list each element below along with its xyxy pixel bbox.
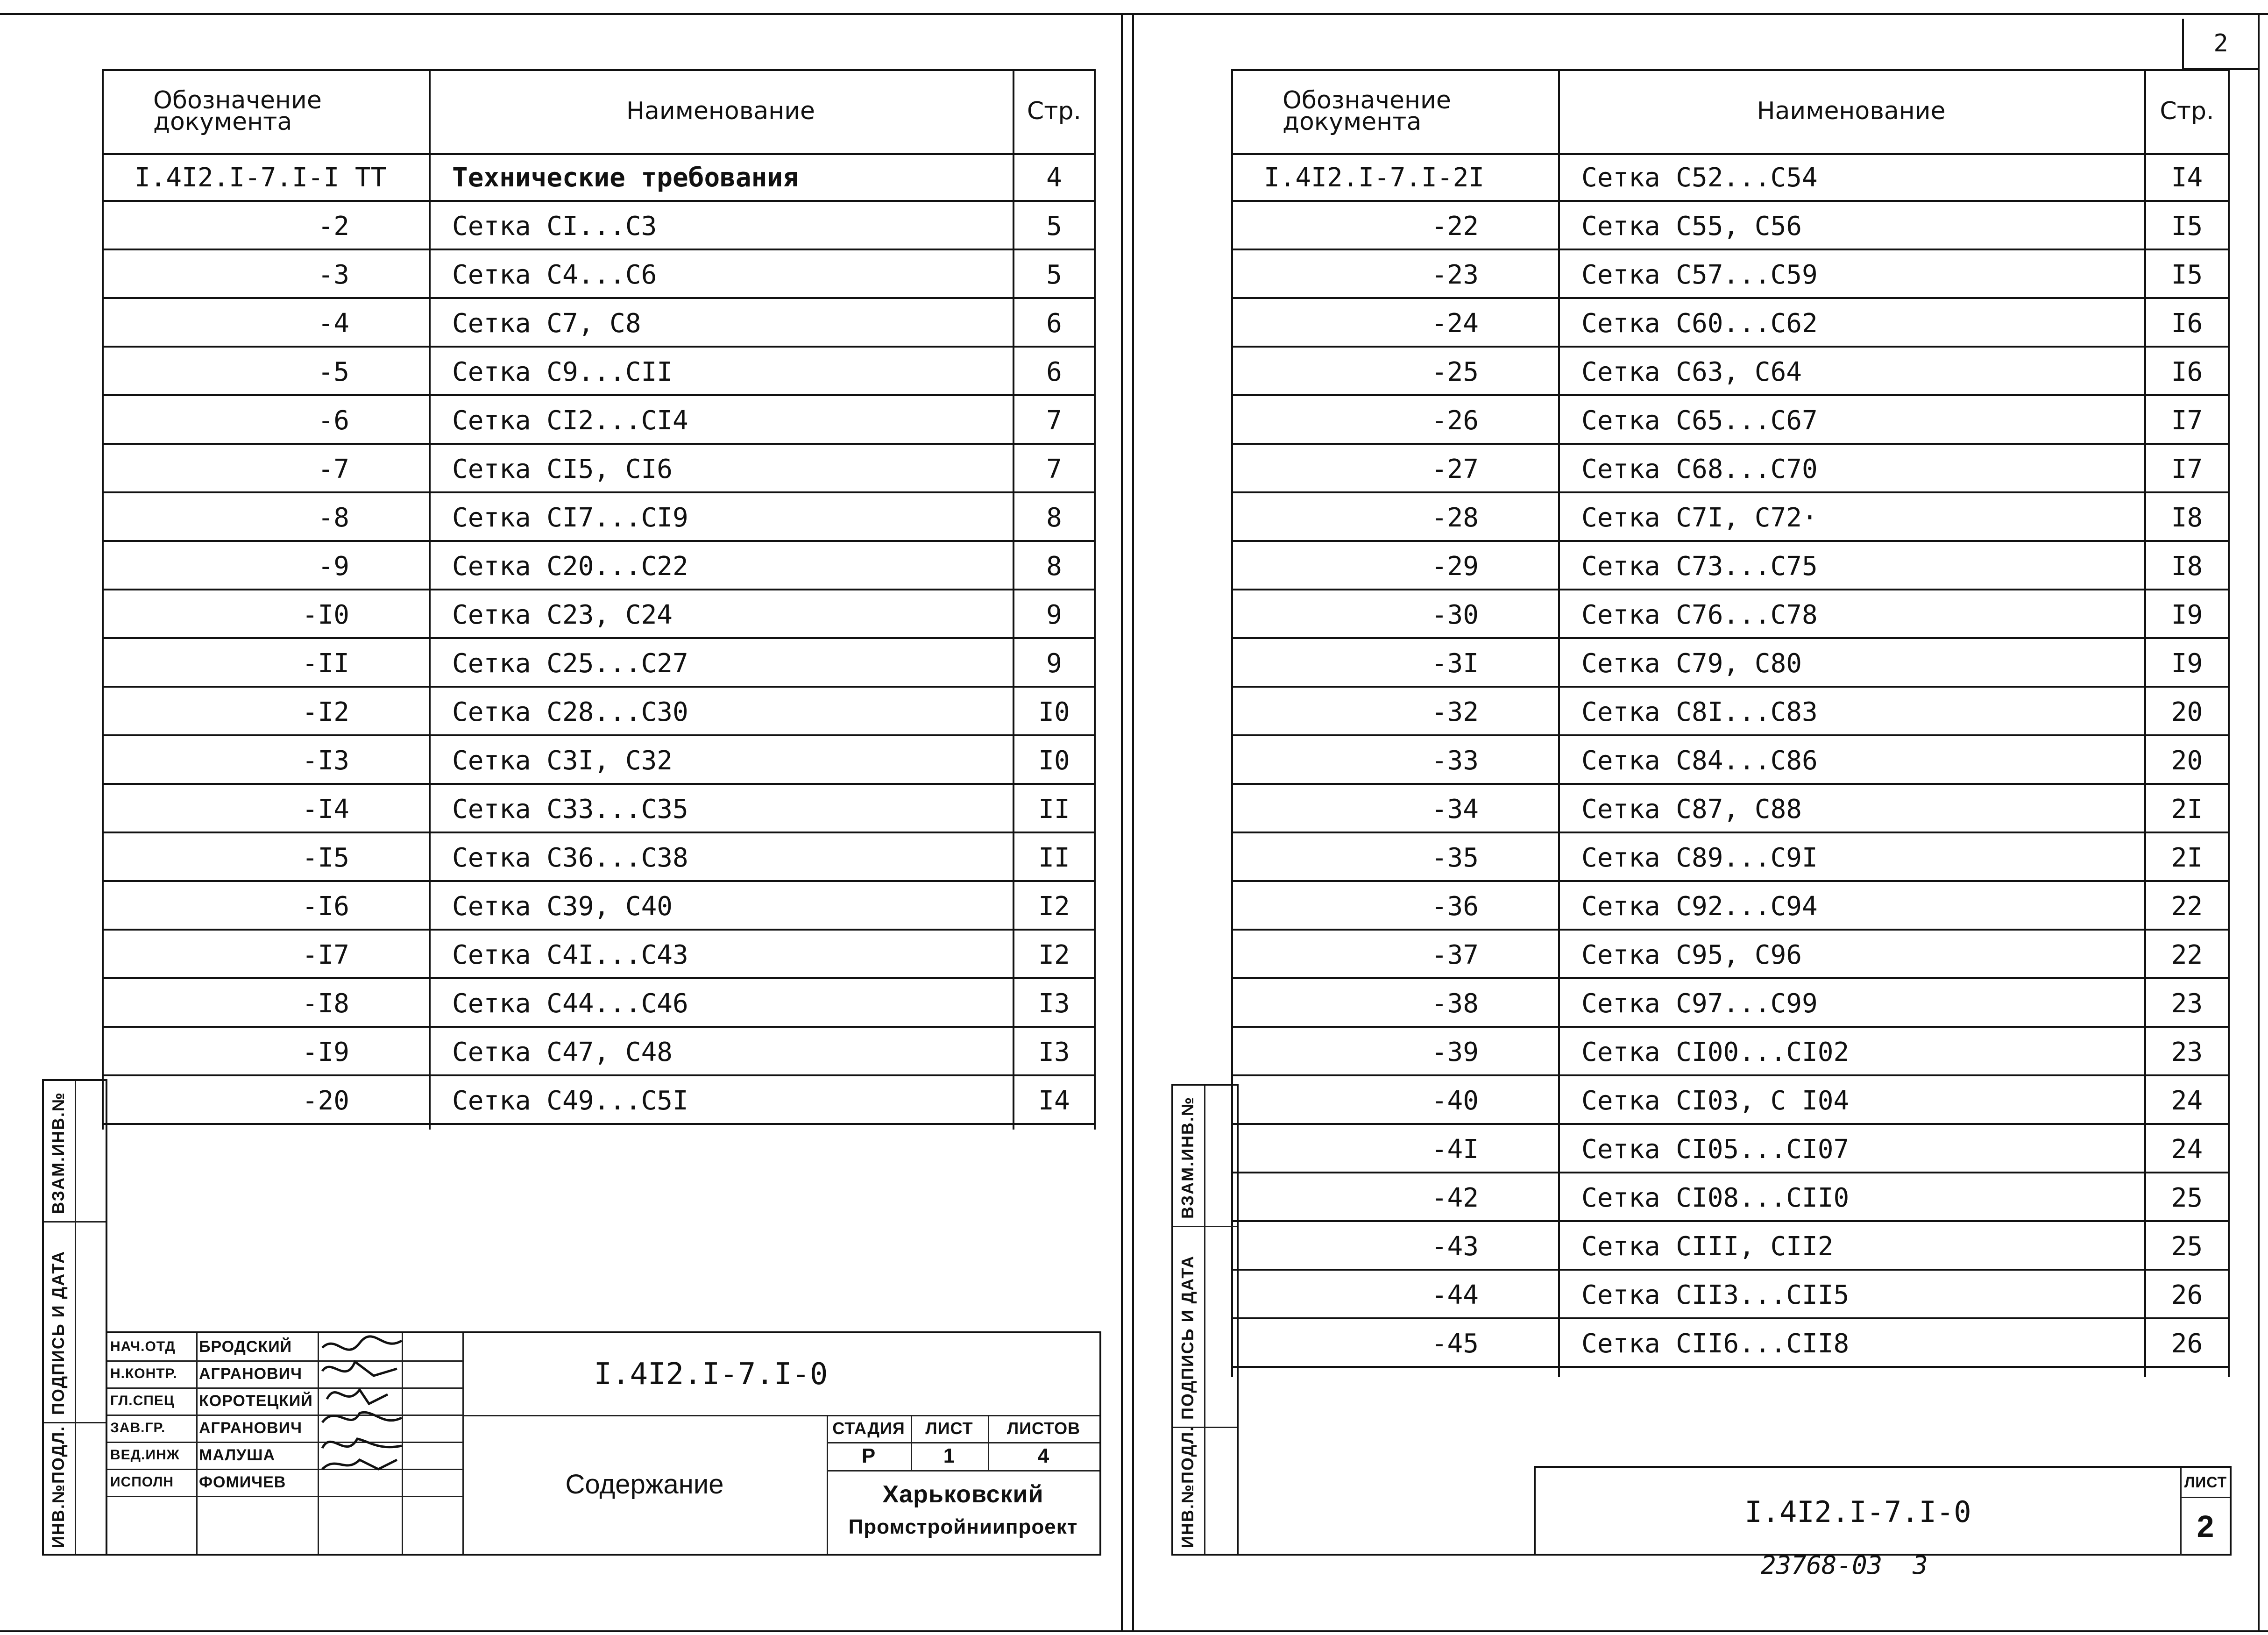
- table-row: [1231, 299, 2230, 348]
- table-row: [102, 882, 1096, 931]
- row-designation: -2: [318, 211, 349, 242]
- row-name: Сетка CI7...CI9: [452, 502, 688, 533]
- header-designation: Обозначение документа: [1283, 86, 1451, 136]
- row-designation: -27: [1431, 454, 1479, 484]
- row-designation: -22: [1431, 211, 1479, 242]
- table-row: [1231, 202, 2230, 250]
- row-page: 25: [2171, 1231, 2203, 1262]
- person-name: ФОМИЧЕВ: [199, 1473, 286, 1491]
- row-name: Сетка C92...C94: [1581, 891, 1818, 922]
- side-label-signature: ПОДПИСЬ И ДАТА: [1178, 1255, 1197, 1420]
- row-page: I4: [1038, 1085, 1070, 1116]
- row-name: Сетка C47, C48: [452, 1037, 673, 1067]
- row-designation: -42: [1431, 1182, 1479, 1213]
- row-page: 5: [1046, 211, 1062, 242]
- table-row: [1231, 688, 2230, 736]
- row-name: Сетка C20...C22: [452, 551, 688, 582]
- row-designation: -44: [1431, 1280, 1479, 1310]
- row-name: Сетка C4...C6: [452, 259, 657, 290]
- row-name: Сетка C23, C24: [452, 599, 673, 630]
- row-designation: -I0: [302, 599, 349, 630]
- row-page: 7: [1046, 405, 1062, 436]
- table-row: [102, 493, 1096, 542]
- org-line-2: Промстройниипроект: [848, 1515, 1078, 1538]
- table-row: [1231, 1173, 2230, 1222]
- row-designation: -I6: [302, 891, 349, 922]
- table-row: [1231, 542, 2230, 590]
- right-title-block: [1534, 1466, 2232, 1556]
- row-page: I2: [1038, 939, 1070, 970]
- table-row: [1231, 590, 2230, 639]
- footer-archive-number: 23768-03 3: [1761, 1550, 1928, 1580]
- table-row: [1231, 785, 2230, 833]
- right-edge: [2258, 13, 2260, 1630]
- table-row: [102, 979, 1096, 1028]
- header-page: Стр.: [1027, 97, 1082, 125]
- side-stamp-sep-1: [1173, 1226, 1237, 1227]
- row-page: I0: [1038, 745, 1070, 776]
- role-label: ГЛ.СПЕЦ: [110, 1393, 175, 1408]
- signatures: [318, 1334, 411, 1474]
- row-designation: -I7: [302, 939, 349, 970]
- side-label-signature: ПОДПИСЬ И ДАТА: [49, 1250, 68, 1415]
- right-document-code: I.4I2.I-7.I-0: [1744, 1494, 1971, 1529]
- table-row: [102, 736, 1096, 785]
- table-row: [1231, 1125, 2230, 1173]
- row-designation: -7: [318, 454, 349, 484]
- row-page: 9: [1046, 648, 1062, 679]
- row-name: Сетка C76...C78: [1581, 599, 1818, 630]
- row-name: Сетка C63, C64: [1581, 356, 1802, 387]
- row-name: Сетка C79, C80: [1581, 648, 1802, 679]
- table-row: [102, 299, 1096, 348]
- left-title-block: [107, 1331, 1101, 1556]
- row-name: Сетка C73...C75: [1581, 551, 1818, 582]
- row-name: Сетка C4I...C43: [452, 939, 688, 970]
- row-page: 24: [2171, 1134, 2203, 1165]
- table-row: [1231, 396, 2230, 445]
- right-sheet-label: ЛИСТ: [2184, 1473, 2227, 1491]
- side-label-replacement: ВЗАМ.ИНВ.№: [1178, 1096, 1197, 1219]
- row-page: I9: [2171, 648, 2203, 679]
- row-designation: -8: [318, 502, 349, 533]
- left-document-title: Содержание: [565, 1469, 724, 1500]
- table-row: [102, 1028, 1096, 1076]
- side-label-inventory: ИНВ.№ПОДЛ.: [1178, 1425, 1197, 1548]
- row-designation: -33: [1431, 745, 1479, 776]
- row-designation: -40: [1431, 1085, 1479, 1116]
- row-designation: -I5: [302, 842, 349, 873]
- row-page: I6: [2171, 308, 2203, 339]
- row-page: 9: [1046, 599, 1062, 630]
- row-name: Сетка CI03, C I04: [1581, 1085, 1850, 1116]
- row-page: 20: [2171, 745, 2203, 776]
- row-designation: -34: [1431, 794, 1479, 825]
- row-designation: -39: [1431, 1037, 1479, 1067]
- row-designation: -4I: [1431, 1134, 1479, 1165]
- row-designation: -37: [1431, 939, 1479, 970]
- role-label: ВЕД.ИНЖ: [110, 1447, 180, 1463]
- stage-value: Р: [861, 1444, 876, 1467]
- row-page: 26: [2171, 1328, 2203, 1359]
- stage-table-bottom: [827, 1470, 1099, 1472]
- row-name: Сетка C65...C67: [1581, 405, 1818, 436]
- table-row: [102, 785, 1096, 833]
- table-row: [1231, 639, 2230, 688]
- row-designation: -I8: [302, 988, 349, 1019]
- role-label: НАЧ.ОТД: [110, 1339, 176, 1354]
- table-row: [102, 250, 1096, 299]
- row-name: Сетка C28...C30: [452, 697, 688, 727]
- bottom-border: [0, 1630, 2268, 1632]
- row-name: Сетка C97...C99: [1581, 988, 1818, 1019]
- row-page: 20: [2171, 697, 2203, 727]
- table-row: [1231, 1222, 2230, 1271]
- row-designation: -30: [1431, 599, 1479, 630]
- row-designation: -9: [318, 551, 349, 582]
- row-name: Сетка CI08...CII0: [1581, 1182, 1850, 1213]
- table-row: [1231, 250, 2230, 299]
- row-name: Сетка CI2...CI4: [452, 405, 688, 436]
- sheet-divider-right: [1132, 13, 1134, 1630]
- row-designation: -I3: [302, 745, 349, 776]
- side-stamp-sep-1: [44, 1221, 106, 1223]
- header-designation: Обозначение документа: [153, 86, 322, 136]
- sheet-divider: [1121, 13, 1123, 1630]
- row-page: 4: [1046, 162, 1062, 193]
- row-designation: -3: [318, 259, 349, 290]
- side-stamp-sep-2: [44, 1422, 106, 1423]
- row-page: II: [1038, 794, 1070, 825]
- table-row: [102, 931, 1096, 979]
- table-row: [1231, 493, 2230, 542]
- row-designation: -24: [1431, 308, 1479, 339]
- person-name: АГРАНОВИЧ: [199, 1365, 302, 1383]
- row-designation: -4: [318, 308, 349, 339]
- row-page: I4: [2171, 162, 2203, 193]
- side-label-inventory: ИНВ.№ПОДЛ.: [49, 1425, 68, 1548]
- row-designation: -I4: [302, 794, 349, 825]
- row-name: Сетка C39, C40: [452, 891, 673, 922]
- row-name: Сетка C33...C35: [452, 794, 688, 825]
- row-name: Сетка C60...C62: [1581, 308, 1818, 339]
- row-name: Сетка C52...C54: [1581, 162, 1818, 193]
- row-name: Сетка C8I...C83: [1581, 697, 1818, 727]
- row-designation: -I9: [302, 1037, 349, 1067]
- row-page: 25: [2171, 1182, 2203, 1213]
- row-designation: I.4I2.I-7.I-I TT: [135, 162, 387, 193]
- row-designation: -36: [1431, 891, 1479, 922]
- row-page: 22: [2171, 891, 2203, 922]
- page-number: 2: [2213, 29, 2228, 57]
- row-page: I6: [2171, 356, 2203, 387]
- top-border: [0, 13, 2268, 15]
- row-page: I9: [2171, 599, 2203, 630]
- row-designation: -43: [1431, 1231, 1479, 1262]
- row-designation: I.4I2.I-7.I-2I: [1264, 162, 1485, 193]
- person-name: БРОДСКИЙ: [199, 1337, 292, 1356]
- table-row: [102, 590, 1096, 639]
- row-name: Сетка C36...C38: [452, 842, 688, 873]
- row-page: I5: [2171, 211, 2203, 242]
- table-row: [1231, 833, 2230, 882]
- right-side-stamp: [1171, 1084, 1239, 1556]
- row-page: 24: [2171, 1085, 2203, 1116]
- row-designation: -II: [302, 648, 349, 679]
- table-row: [1231, 348, 2230, 396]
- row-name: Сетка C68...C70: [1581, 454, 1818, 484]
- right-contents-table: [1231, 69, 2230, 1377]
- row-name: Сетка CII3...CII5: [1581, 1280, 1850, 1310]
- row-name: Сетка C44...C46: [452, 988, 688, 1019]
- row-designation: -3I: [1431, 648, 1479, 679]
- row-name: Сетка CI00...CI02: [1581, 1037, 1850, 1067]
- row-name: Сетка C49...C5I: [452, 1085, 688, 1116]
- row-name: Сетка CIII, CII2: [1581, 1231, 1834, 1262]
- table-row: [1231, 882, 2230, 931]
- header-name: Наименование: [1757, 97, 1946, 125]
- role-label: Н.КОНТР.: [110, 1366, 177, 1381]
- left-document-code: I.4I2.I-7.I-0: [594, 1357, 828, 1392]
- table-row: [102, 202, 1096, 250]
- table-row: [1231, 931, 2230, 979]
- row-designation: -23: [1431, 259, 1479, 290]
- org-line-1: Харьковский: [882, 1481, 1044, 1508]
- row-name: Сетка C9...CII: [452, 356, 673, 387]
- table-row: [1231, 153, 2230, 202]
- row-name: Сетка C7I, C72·: [1581, 502, 1818, 533]
- left-side-stamp: [42, 1079, 107, 1556]
- row-page: 2I: [2171, 842, 2203, 873]
- row-designation: -I2: [302, 697, 349, 727]
- row-page: 8: [1046, 502, 1062, 533]
- role-label: ЗАВ.ГР.: [110, 1420, 166, 1436]
- row-page: 23: [2171, 1037, 2203, 1067]
- row-designation: -28: [1431, 502, 1479, 533]
- row-page: I5: [2171, 259, 2203, 290]
- stage-table: [827, 1415, 1099, 1471]
- row-name: Сетка C25...C27: [452, 648, 688, 679]
- table-row: [1231, 736, 2230, 785]
- table-row: [102, 153, 1096, 202]
- sheets-label: ЛИСТОВ: [1006, 1419, 1081, 1438]
- row-page: I8: [2171, 551, 2203, 582]
- table-row: [1231, 1271, 2230, 1319]
- sheet-value: 1: [943, 1444, 956, 1467]
- table-row: [102, 688, 1096, 736]
- row-page: 7: [1046, 454, 1062, 484]
- table-row: [102, 396, 1096, 445]
- table-row: [102, 542, 1096, 590]
- table-row: [1231, 1319, 2230, 1368]
- side-label-replacement: ВЗАМ.ИНВ.№: [49, 1091, 68, 1214]
- row-name: Сетка CI5, CI6: [452, 454, 673, 484]
- person-name: АГРАНОВИЧ: [199, 1419, 302, 1437]
- row-page: I3: [1038, 988, 1070, 1019]
- row-name: Сетка CI05...CI07: [1581, 1134, 1850, 1165]
- person-name: КОРОТЕЦКИЙ: [199, 1392, 313, 1410]
- row-page: 26: [2171, 1280, 2203, 1310]
- sheets-value: 4: [1037, 1444, 1050, 1467]
- person-name: МАЛУША: [199, 1446, 276, 1464]
- left-contents-table: [102, 69, 1096, 1130]
- row-name: Сетка C89...C9I: [1581, 842, 1818, 873]
- role-label: ИСПОЛН: [110, 1474, 174, 1490]
- side-stamp-divider: [75, 1081, 76, 1554]
- row-page: II: [1038, 842, 1070, 873]
- page-number-box: [2182, 19, 2258, 70]
- sheet-label: ЛИСТ: [925, 1419, 973, 1438]
- row-designation: -38: [1431, 988, 1479, 1019]
- row-designation: -29: [1431, 551, 1479, 582]
- row-page: 2I: [2171, 794, 2203, 825]
- row-designation: -26: [1431, 405, 1479, 436]
- row-page: I3: [1038, 1037, 1070, 1067]
- row-designation: -35: [1431, 842, 1479, 873]
- row-name: Сетка C87, C88: [1581, 794, 1802, 825]
- row-name: Сетка C55, C56: [1581, 211, 1802, 242]
- row-name: Сетка CII6...CII8: [1581, 1328, 1850, 1359]
- table-row: [102, 348, 1096, 396]
- header-page: Стр.: [2160, 97, 2214, 125]
- table-row: [1231, 1076, 2230, 1125]
- row-name: Сетка C57...C59: [1581, 259, 1818, 290]
- table-row: [1231, 979, 2230, 1028]
- row-name: Технические требования: [452, 162, 799, 193]
- stage-label: СТАДИЯ: [832, 1419, 905, 1438]
- row-designation: -25: [1431, 356, 1479, 387]
- row-page: I8: [2171, 502, 2203, 533]
- table-row: [102, 639, 1096, 688]
- row-name: Сетка C84...C86: [1581, 745, 1818, 776]
- table-row: [102, 445, 1096, 493]
- row-name: Сетка C7, C8: [452, 308, 641, 339]
- row-name: Сетка CI...C3: [452, 211, 657, 242]
- row-designation: -20: [302, 1085, 349, 1116]
- row-page: 5: [1046, 259, 1062, 290]
- row-page: 8: [1046, 551, 1062, 582]
- row-name: Сетка C3I, C32: [452, 745, 673, 776]
- row-page: 6: [1046, 356, 1062, 387]
- row-designation: -32: [1431, 697, 1479, 727]
- right-sheet-number: 2: [2197, 1509, 2215, 1543]
- table-row: [102, 833, 1096, 882]
- row-page: I7: [2171, 454, 2203, 484]
- row-page: 22: [2171, 939, 2203, 970]
- row-designation: -5: [318, 356, 349, 387]
- header-name: Наименование: [626, 97, 815, 125]
- row-page: 23: [2171, 988, 2203, 1019]
- row-page: I0: [1038, 697, 1070, 727]
- row-page: I7: [2171, 405, 2203, 436]
- row-page: 6: [1046, 308, 1062, 339]
- table-row: [1231, 445, 2230, 493]
- row-designation: -45: [1431, 1328, 1479, 1359]
- row-name: Сетка C95, C96: [1581, 939, 1802, 970]
- side-stamp-divider: [1204, 1086, 1205, 1554]
- row-page: I2: [1038, 891, 1070, 922]
- tb-col-1: [196, 1333, 198, 1554]
- table-row: [1231, 1028, 2230, 1076]
- row-designation: -6: [318, 405, 349, 436]
- table-row: [102, 1076, 1096, 1125]
- people-row-border: [107, 1496, 462, 1497]
